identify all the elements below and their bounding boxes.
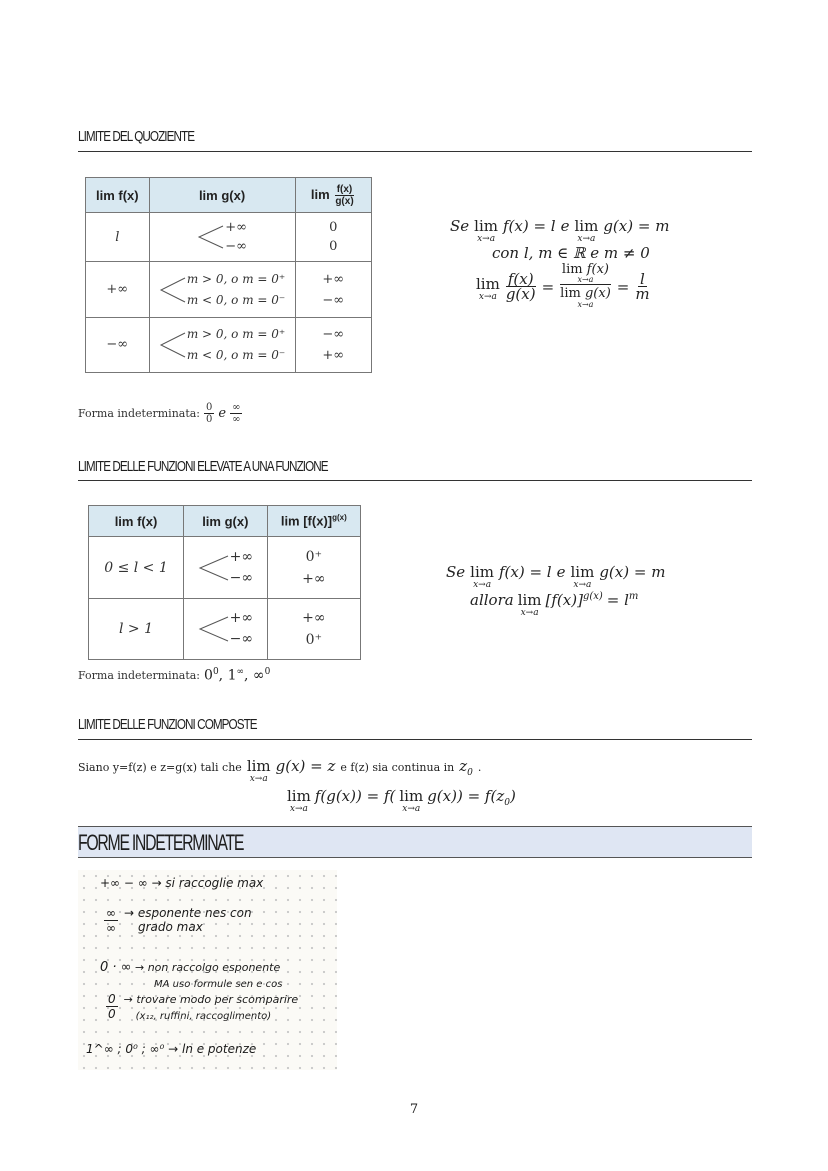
composite-lim: lim x→a (246, 757, 271, 784)
cell-result-bottom: −∞ (322, 292, 345, 308)
section-title-forme: FORME INDETERMINATE (78, 830, 244, 855)
cell-g (149, 317, 295, 372)
indeterminate-zero-zero: $\frac{0}{0}$ (206, 402, 213, 425)
header-fraction (333, 184, 355, 207)
note-line: 0 · ∞ → non raccolgo esponente MA uso formule sen e cos (100, 960, 283, 990)
composite-formula (287, 787, 516, 814)
cell-g-bottom: −∞ (225, 239, 247, 255)
cell-f: l > 1 (89, 599, 184, 660)
formula-eq: = (541, 277, 555, 296)
table-row (89, 599, 361, 660)
cell-g (184, 599, 268, 660)
cell-result-top: +∞ (302, 610, 326, 626)
composite-text-before: Siano y=f(z) e z=g(x) tali che (78, 761, 242, 774)
branch-icon (198, 613, 230, 645)
indeterminate-conj: e (218, 406, 227, 421)
page-number: 7 (409, 1102, 419, 1117)
cell-result-top: +∞ (322, 271, 345, 287)
formula-e: e (556, 563, 566, 581)
formula-fraction-lm: $\frac{l}{m}$ (635, 270, 650, 303)
composite-lim-inner: lim x→a (399, 787, 424, 814)
cell-g-top: m > 0, o m = 0⁺ (186, 326, 286, 341)
header-lim-label: lim (310, 186, 330, 202)
section-title-quoziente: LIMITE DEL QUOZIENTE (78, 128, 195, 145)
cell-g-bottom: −∞ (229, 631, 254, 647)
formula-lim-f: lim x→a (474, 217, 498, 244)
formula-g-eq: g(x) = m (599, 563, 666, 581)
cell-f: l (86, 213, 150, 262)
cell-result (295, 317, 371, 372)
cell-g-top: m > 0, o m = 0⁺ (186, 271, 286, 286)
indeterminate-inf-inf: $\frac{\infty}{\infty}$ (232, 402, 241, 425)
composite-part-b: $g(x)) = f(z_0)$ (427, 787, 516, 808)
note-line: +∞ − ∞ → si raccoglie max (100, 876, 264, 890)
header-lim-f: lim f(x) (89, 506, 184, 537)
section-rule (78, 480, 752, 481)
cell-result-top: 0 (329, 220, 338, 236)
cell-g-bottom: m < 0, o m = 0⁻ (186, 347, 286, 362)
power-indeterminate (78, 667, 270, 684)
header-lim-f: lim f(x) (86, 178, 150, 213)
indeterminate-forms: $0^0$, 1∞, ∞$^0$ (204, 667, 271, 684)
cell-result-top: 0⁺ (305, 548, 322, 565)
branch-icon (159, 329, 187, 361)
cell-g (184, 537, 268, 599)
cell-result-bottom: 0 (329, 239, 338, 255)
cell-g-bottom: m < 0, o m = 0⁻ (186, 292, 286, 307)
section-title-composte: LIMITE DELLE FUNZIONI COMPOSTE (78, 716, 257, 733)
formula-lim-f: lim x→a (470, 563, 494, 590)
formula-f-eq: f(x) = l (498, 563, 552, 581)
formula-eq2: = (616, 277, 630, 296)
formula-lim-g: lim x→a (570, 563, 595, 590)
quotient-indeterminate (78, 402, 242, 425)
formula-result: = $l^m$ (606, 591, 639, 609)
cell-result (295, 213, 371, 262)
cell-g-top: +∞ (229, 548, 254, 565)
composite-period: . (477, 761, 482, 774)
cell-result (267, 599, 360, 660)
composite-z0: $z_0$ (459, 757, 473, 778)
formula-allora: allora (470, 591, 514, 609)
cell-result-bottom: +∞ (302, 570, 326, 587)
power-formula-line1 (446, 563, 665, 590)
formula-fraction-limits: lim f(x) x→a lim g(x) x→a (560, 262, 611, 309)
formula-lim: lim x→a (517, 591, 542, 618)
formula-se: Se (450, 217, 470, 235)
quotient-formula-line3 (476, 264, 652, 309)
section-rule (78, 151, 752, 152)
indeterminate-label: Forma indeterminata: (78, 668, 201, 682)
note-line: $\frac{\infty}{\infty}$ → esponente nes con grado max (106, 906, 252, 935)
composite-part-a: f(g(x)) = f( (314, 787, 396, 805)
cell-g-top: +∞ (229, 610, 254, 626)
header-frac-num: f(x) (336, 183, 353, 195)
cell-result-bottom: +∞ (322, 347, 345, 363)
composite-g-eq: g(x) = z (275, 757, 336, 775)
table-row (86, 213, 372, 262)
formula-power: $[f(x)]^{g(x)}$ (545, 591, 603, 609)
header-lim-quotient (295, 178, 371, 213)
formula-e: e (560, 217, 570, 235)
cell-result-top: −∞ (322, 326, 345, 342)
formula-se: Se (446, 563, 466, 581)
table-row (86, 262, 372, 317)
quotient-formula-line1 (450, 217, 669, 244)
cell-f: +∞ (86, 262, 150, 317)
composite-statement (78, 757, 481, 784)
quotient-table (85, 177, 372, 373)
section-title-elevate: LIMITE DELLE FUNZIONI ELEVATE A UNA FUNZIONE (78, 458, 328, 475)
formula-g-eq: g(x) = m (603, 217, 670, 235)
formula-f-eq: f(x) = l (502, 217, 556, 235)
header-lim-g: lim g(x) (149, 178, 295, 213)
power-table (88, 505, 361, 660)
cell-f: −∞ (86, 317, 150, 372)
formula-fraction-fg: $\frac{f(x)}{g(x)}$ (505, 270, 536, 303)
composite-text-after: e f(z) sia continua in (340, 761, 455, 774)
indeterminate-label: Forma indeterminata: (78, 407, 201, 420)
cell-g-bottom: −∞ (229, 569, 254, 586)
formula-lim-g: lim x→a (574, 217, 599, 244)
composite-lim: lim x→a (287, 787, 311, 814)
power-formula-line2 (470, 591, 638, 618)
header-lim-g: lim g(x) (184, 506, 268, 537)
note-line: $\frac{0}{0}$ → trovare modo per scomparire (x₁₂, ruffini, raccoglimento) (108, 992, 299, 1022)
cell-result (295, 262, 371, 317)
table-row (86, 317, 372, 372)
cell-result (267, 537, 360, 599)
cell-result-bottom: 0⁺ (305, 632, 322, 648)
handwritten-notes (78, 870, 337, 1070)
branch-icon (197, 222, 225, 252)
cell-g-top: +∞ (225, 220, 247, 236)
formula-lim: lim x→a (476, 275, 500, 302)
header-lim-power: $\lim [f(x)]^{g(x)}$ (267, 506, 360, 537)
cell-g (149, 262, 295, 317)
header-frac-den: g(x) (335, 195, 354, 207)
branch-icon (159, 274, 187, 306)
table-row (89, 537, 361, 599)
cell-f: 0 ≤ l < 1 (89, 537, 184, 599)
note-line: 1^∞ ; 0⁰ ; ∞⁰ → ln e potenze (86, 1042, 257, 1056)
branch-icon (198, 552, 230, 584)
cell-g (149, 213, 295, 262)
section-rule (78, 739, 752, 740)
quotient-condition: con l, m ∈ ℝ e m ≠ 0 (492, 244, 650, 262)
